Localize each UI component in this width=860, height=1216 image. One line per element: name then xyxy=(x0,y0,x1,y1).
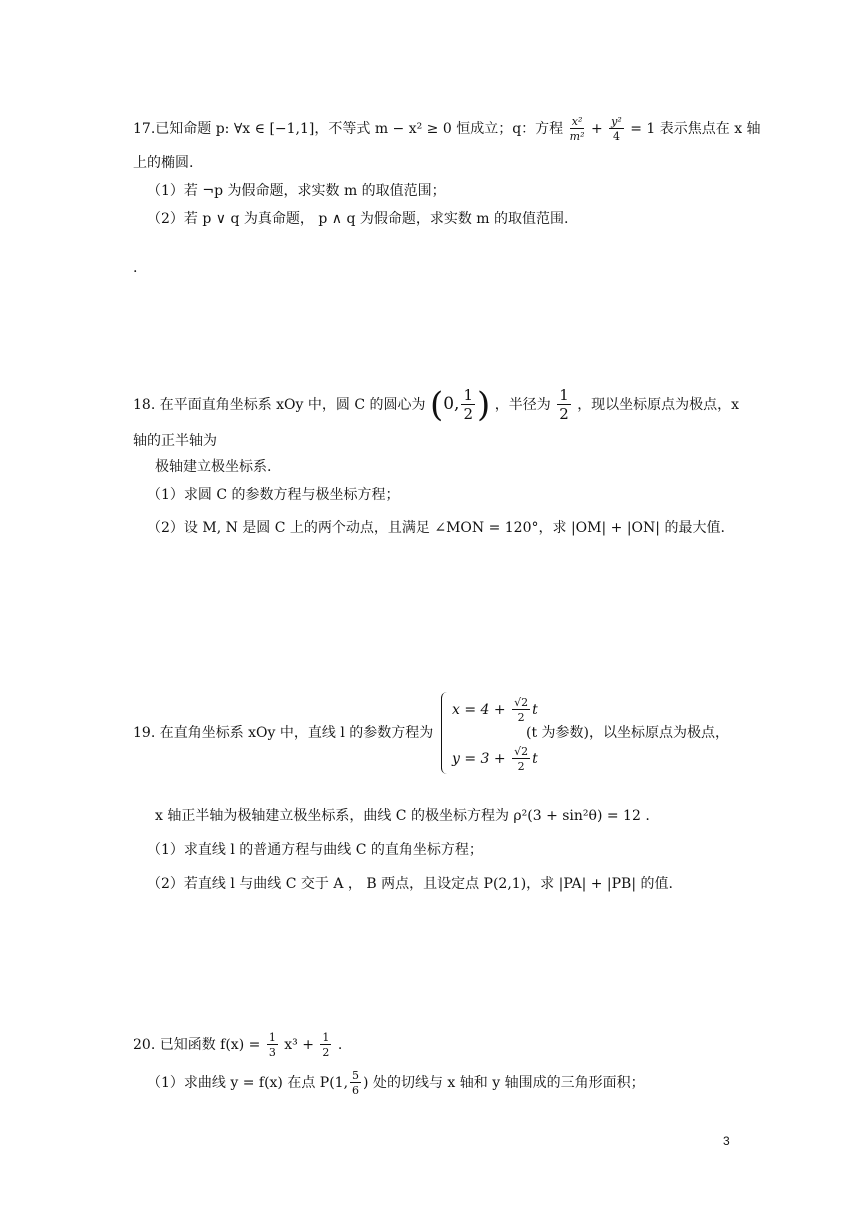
q19-line1-text-b: (t 为参数)，以坐标原点为极点， xyxy=(526,725,729,741)
q18-frac-half-radius: $\frac{1}{2}$ xyxy=(559,386,569,423)
q18-line1: 18. 在平面直角坐标系 xOy 中，圆 C 的圆心为 (0, $\frac{1}{2}$ ) ，半径为 $\frac{1}{2}$ ，现以坐标原点为极点，x xyxy=(133,385,740,425)
q18-line2: 轴的正半轴为 xyxy=(133,433,217,449)
q20-line1-text-a: 20. 已知函数 f(x) = xyxy=(133,1037,261,1053)
q17-line1-text-b: = 1 表示焦点在 x 轴 xyxy=(630,121,761,137)
q18-line3: 极轴建立极坐标系. xyxy=(155,459,272,475)
q19-left-brace xyxy=(441,692,450,774)
q17-part2: （2）若 p ∨ q 为真命题， p ∧ q 为假命题，求实数 m 的取值范围. xyxy=(147,211,569,227)
q20-line1: 20. 已知函数 f(x) = $\frac{1}{3}$ x³ + $\frac{1}{2}$ . xyxy=(133,1031,343,1059)
q17-part1: （1）若 ¬p 为假命题，求实数 m 的取值范围； xyxy=(147,183,446,199)
q17-line1: 17.已知命题 p: ∀x ∈ [−1,1]，不等式 m − x² ≥ 0 恒成立；q：方程 $\frac{\text{x²}}{\text{m²}}$ + $\frac{\text{y²}}{4}$ = 1 表示焦点在 x 轴 xyxy=(133,115,761,143)
q17-frac-x2-m2: $\frac{\text{x²}}{\text{m²}}$ xyxy=(569,115,585,143)
q19-eq-x: x = 4 + $\frac{√2}{2}$ t xyxy=(452,696,538,724)
q17-frac-y2-4: $\frac{\text{y²}}{4}$ xyxy=(611,115,622,143)
q19-eq-y: y = 3 + $\frac{√2}{2}$ t xyxy=(452,745,538,773)
page-number: 3 xyxy=(723,1134,730,1148)
q19-line2: x 轴正半轴为极轴建立极坐标系，曲线 C 的极坐标方程为 ρ²(3 + sin²θ) = 12 . xyxy=(155,808,650,824)
q20-part1-text-a: （1）求曲线 y = f(x) 在点 P(1, xyxy=(147,1075,349,1091)
q18-line1-text-a: 18. 在平面直角坐标系 xOy 中，圆 C 的圆心为 xyxy=(133,397,426,413)
q18-line1-text-c: ，现以坐标原点为极点，x xyxy=(577,397,740,413)
q17-line2: 上的椭圆. xyxy=(133,155,194,171)
q18-line1-text-b: ，半径为 xyxy=(494,397,551,413)
q19-line1-text-a: 19. 在直角坐标系 xOy 中，直线 l 的参数方程为 xyxy=(133,725,434,741)
q19-part1: （1）求直线 l 的普通方程与曲线 C 的直角坐标方程； xyxy=(147,842,483,858)
q20-part1-text-b: ) 处的切线与 x 轴和 y 轴围成的三角形面积； xyxy=(363,1075,645,1091)
stray-dot: . xyxy=(133,260,138,276)
q19-part2: （2）若直线 l 与曲线 C 交于 A ， B 两点，且设定点 P(2,1)，求 |PA| + |PB| 的值. xyxy=(147,876,673,892)
q20-line1-text-b: x³ + xyxy=(284,1037,314,1053)
q18-frac-half-center: $\frac{1}{2}$ xyxy=(463,386,474,423)
q18-part2: （2）设 M, N 是圆 C 上的两个动点，且满足 ∠MON = 120°，求 |OM| + |ON| 的最大值. xyxy=(147,520,725,536)
q17-line1-text-a: 17.已知命题 p: ∀x ∈ [−1,1]，不等式 m − x² ≥ 0 恒成立；q：方程 xyxy=(133,121,564,137)
q20-line1-text-c: . xyxy=(337,1037,343,1053)
q20-part1: （1）求曲线 y = f(x) 在点 P(1, $\frac{5}{6}$ ) 处的切线与 x 轴和 y 轴围成的三角形面积； xyxy=(147,1069,645,1097)
q18-part1: （1）求圆 C 的参数方程与极坐标方程； xyxy=(147,487,400,503)
